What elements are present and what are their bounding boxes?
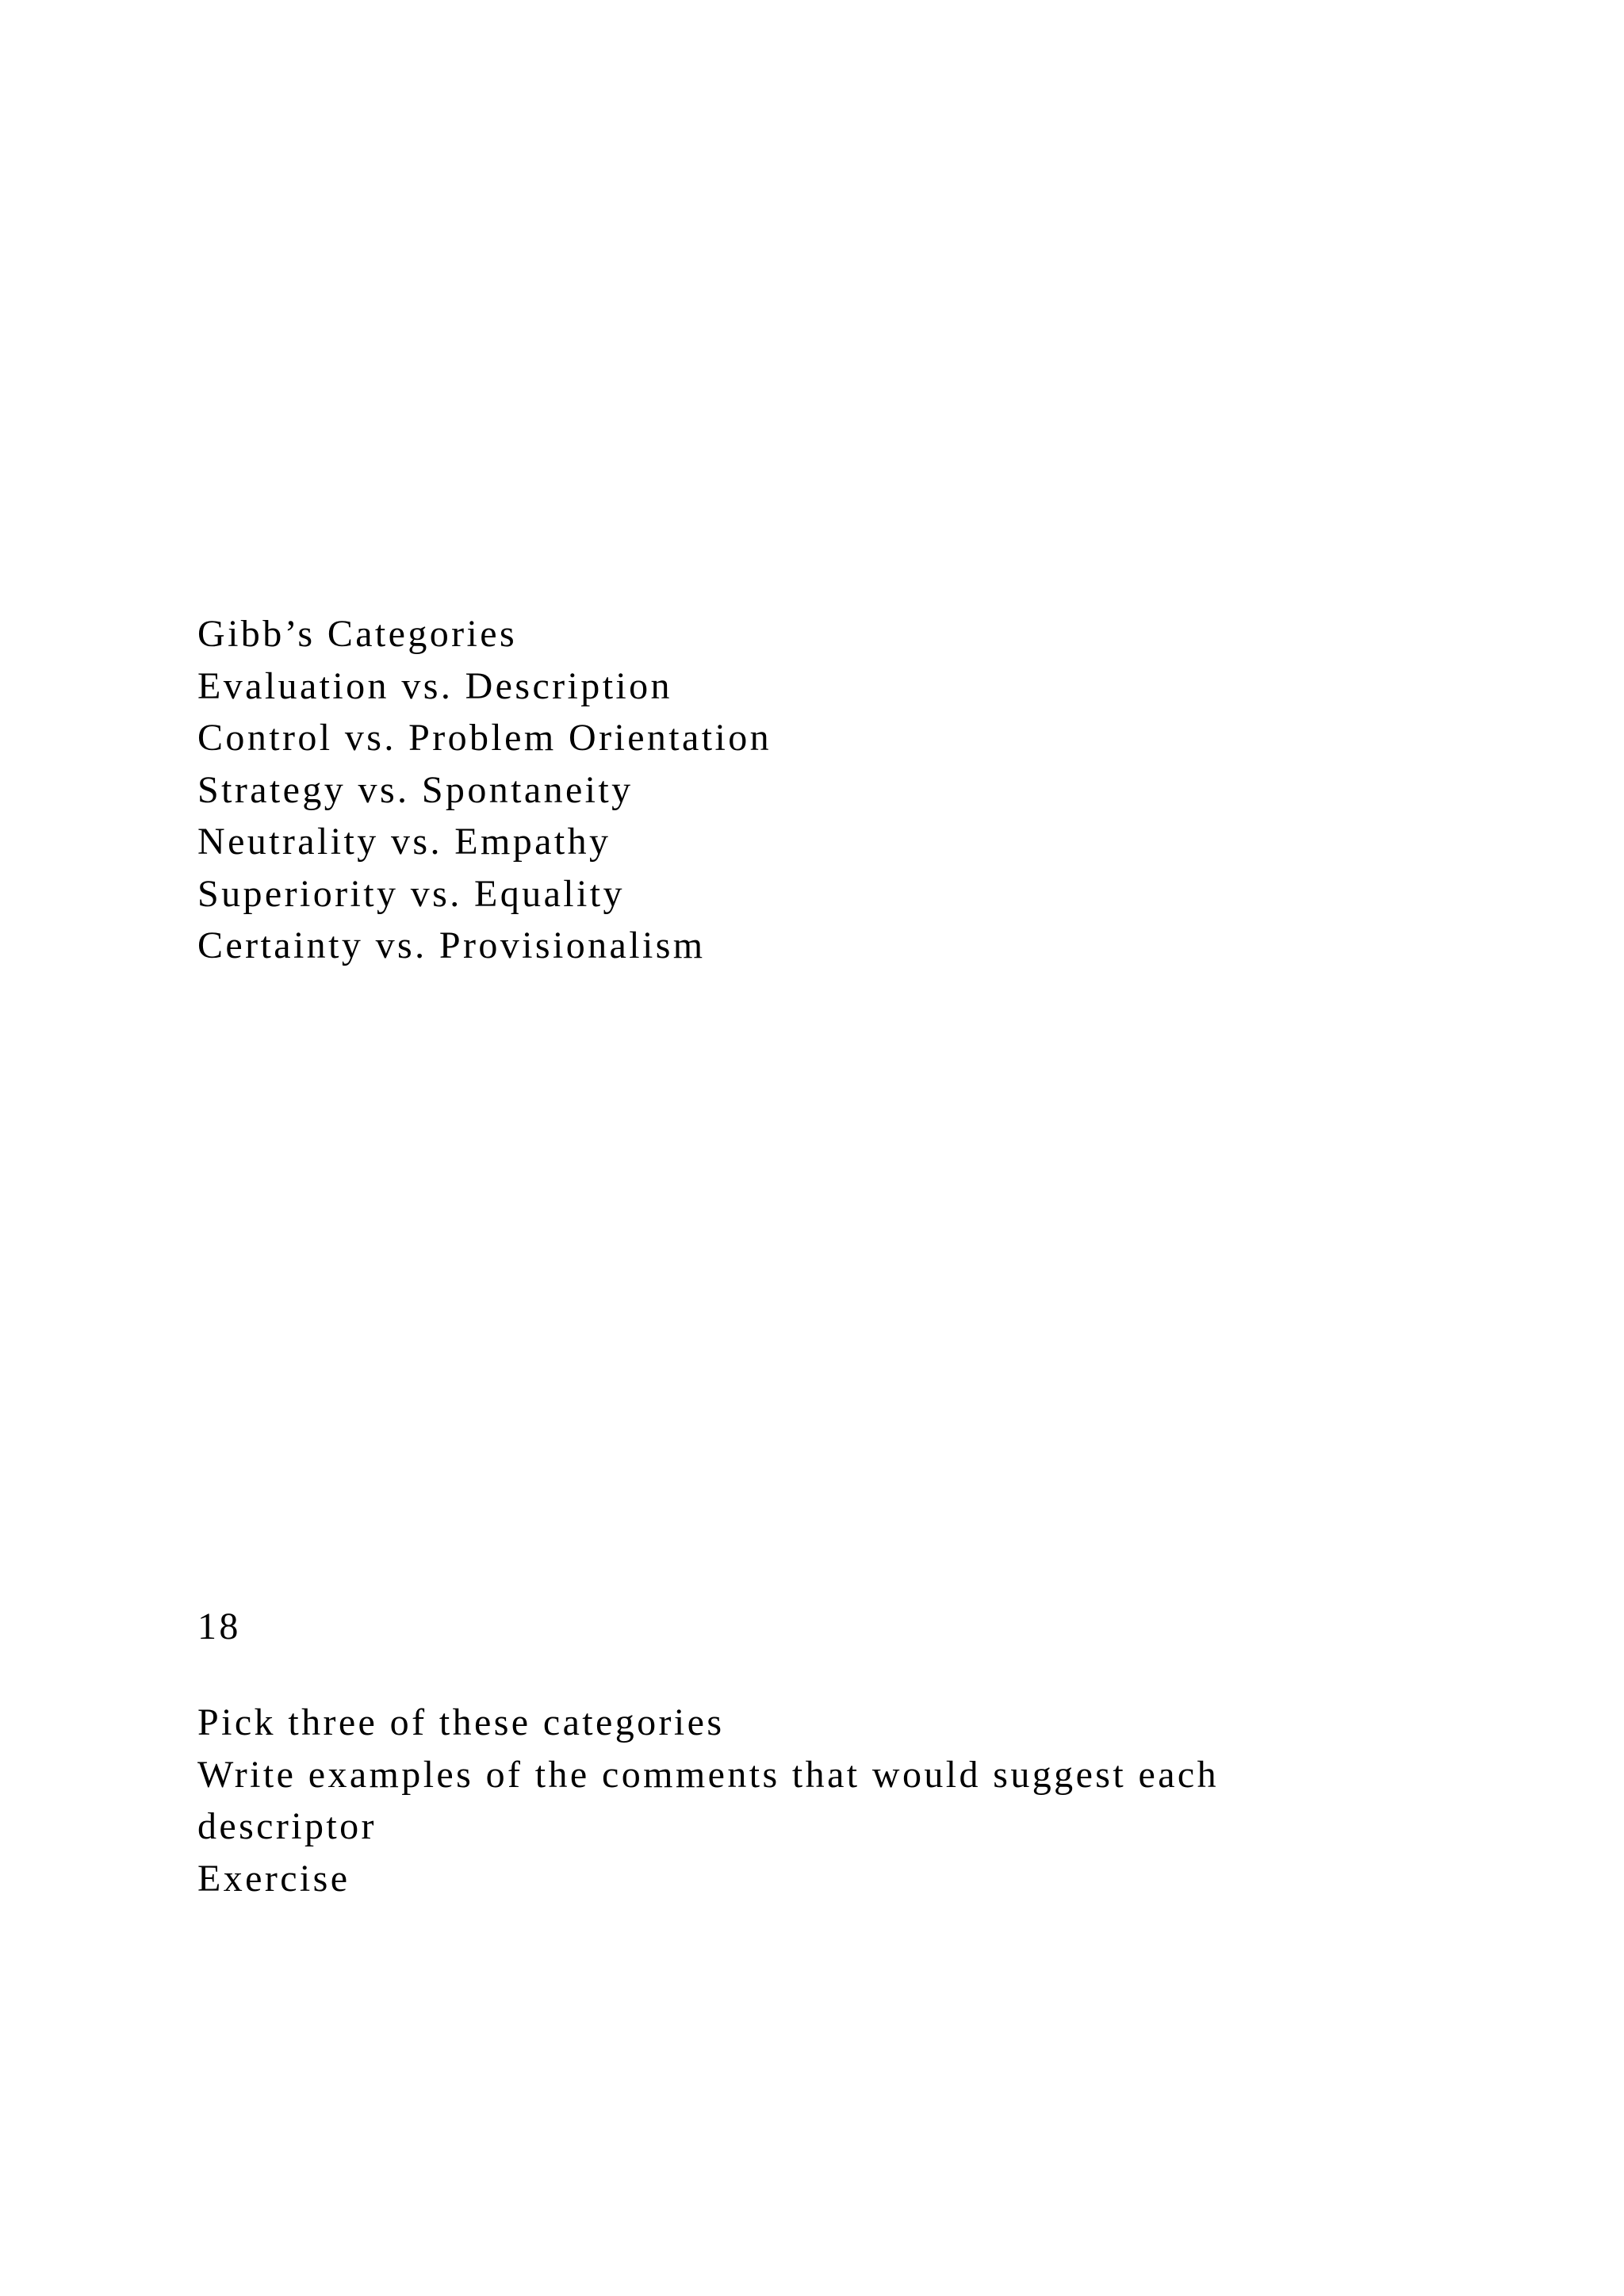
slide-number-text: 18 (197, 1605, 241, 1647)
exercise-instruction-2: Write examples of the comments that would suggest each (197, 1753, 1220, 1796)
category-line-neutrality: Neutrality vs. Empathy (197, 821, 611, 863)
category-line-strategy: Strategy vs. Spontaneity (197, 768, 634, 811)
exercise-instruction-2-continued: descriptor (197, 1805, 377, 1847)
exercise-instruction-1: Pick three of these categories (197, 1701, 725, 1743)
exercise-label: Exercise (197, 1857, 350, 1900)
category-line-control: Control vs. Problem Orientation (197, 717, 772, 759)
gibbs-categories-list (197, 608, 772, 972)
slide-number (197, 1601, 241, 1653)
categories-heading: Gibb’s Categories (197, 613, 518, 655)
category-line-superiority: Superiority vs. Equality (197, 872, 625, 915)
exercise-section (197, 1697, 1219, 1904)
category-line-certainty: Certainty vs. Provisionalism (197, 924, 706, 966)
category-line-evaluation: Evaluation vs. Description (197, 664, 672, 707)
